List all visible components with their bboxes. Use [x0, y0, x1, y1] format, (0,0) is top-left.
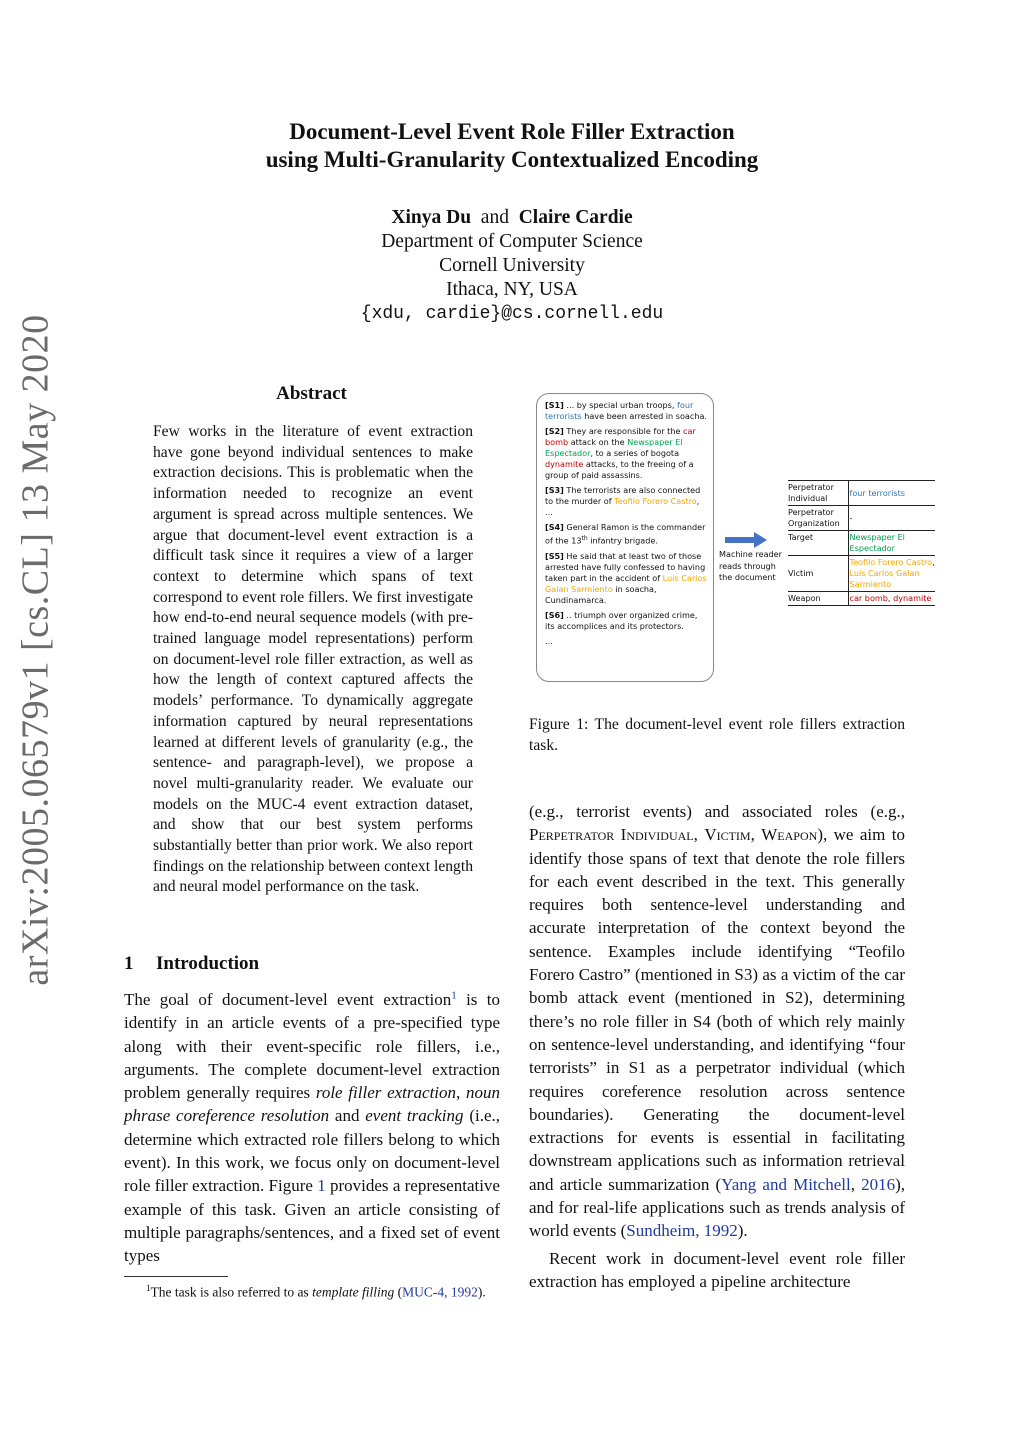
intro-text: is to identify in an article events of a pre-specified type along with their event-specific role fillers, i.e., arguments. The complete document-level extraction problem generally requires: [124, 990, 500, 1103]
document-sentence: [545, 610, 707, 632]
document-sentences: [545, 400, 707, 632]
role-filler: [848, 531, 935, 556]
sentence-text: infantry brigade.: [587, 535, 658, 546]
author-1: Xinya Du: [391, 207, 472, 228]
role-label: Target: [788, 531, 848, 556]
body-text: ), and for real-life applications such as trends analysis of world events (: [529, 1174, 906, 1241]
sentence-text: .. triumph over organized crime, its accomplices and its protectors.: [545, 609, 698, 631]
role-row: [788, 531, 935, 556]
figure-caption: Figure 1: The document-level event role fillers extraction task.: [529, 716, 905, 754]
intro-emphasis: event tracking: [365, 1106, 464, 1126]
highlighted-span: Luis Carlos Galan Sarmiento: [849, 568, 920, 589]
role-row: [788, 506, 935, 531]
role-filler: [848, 506, 935, 531]
arxiv-identifier: arXiv:2005.06579v1 [cs.CL] 13 May 2020: [15, 314, 58, 986]
document-sentence: [545, 426, 707, 481]
role-name: Victim: [704, 825, 751, 845]
highlighted-span: car bomb: [849, 593, 888, 603]
arrow-icon: [725, 531, 769, 549]
role-name: Perpetrator Individual: [529, 825, 694, 845]
role-label: Perpetrator Individual: [788, 481, 848, 506]
footnote-text: (: [394, 1284, 403, 1300]
section-heading-introduction: [124, 953, 259, 975]
document-sentence: [545, 551, 707, 606]
role-name: Weapon: [761, 825, 818, 845]
author-names: [0, 206, 1024, 230]
role-label: Weapon: [788, 592, 848, 606]
abstract-text: Few works in the literature of event extraction have gone beyond individual sentences to make extraction decisions. This is problematic when the information needed to recognize an event argument is spread across multiple sentences. We argue that document-level event extraction is a difficult task since it requires a view of a larger context to determine which spans of text correspond to event role fillers. We first investigate how end-to-end neural sequence models (with pre-trained language model representations) perform on document-level role filler extraction, as well as how the length of context captured affects the models’ performance. To dynamically aggregate information captured by neural representations learned at different levels of granularity (e.g., the sentence- and paragraph-level), we propose a novel multi-granularity reader. We evaluate our models on the MUC-4 event extraction dataset, and show that our best system performs substantially better than prior work. We also report findings on the relationship between context length and neural model performance on the task.: [153, 423, 473, 896]
sentence-id: [S2]: [545, 426, 564, 436]
section-number: 1: [124, 953, 134, 974]
role-row: [788, 481, 935, 506]
role-filler: [848, 481, 935, 506]
intro-emphasis: noun phrase coreference resolution: [124, 1083, 500, 1126]
university: Cornell University: [439, 255, 585, 276]
sentence-text: , ...: [545, 496, 700, 517]
footnote-text: ).: [477, 1284, 486, 1300]
role-label: Perpetrator Organization: [788, 506, 848, 531]
location: Ithaca, NY, USA: [446, 279, 578, 300]
intro-text: (i.e., determine which extracted role fillers belong to which event). In this work, we focus only on document-level role filler extraction. Figure: [124, 1106, 500, 1196]
sentence-text: attack on the: [568, 437, 628, 447]
intro-text: ,: [456, 1083, 466, 1103]
footnote-text: The task is also referred to as: [150, 1284, 313, 1300]
sentence-text: attacks, to the freeing of a group of paid assassins.: [545, 459, 694, 480]
sentence-text: th: [581, 535, 588, 542]
figure-document-box: [536, 393, 714, 682]
footnote-emphasis: template filling: [312, 1284, 395, 1300]
arxiv-stamp: [6, 240, 66, 1060]
highlighted-span: Teofilo Forero Castro: [614, 496, 697, 506]
sentence-text: ... by special urban troops,: [563, 400, 678, 410]
role-label: Victim: [788, 556, 848, 592]
body-text: ,: [750, 825, 762, 845]
footnote: [124, 1280, 500, 1301]
document-sentence: [545, 400, 707, 422]
machine-reader-label: Machine reader reads through the document: [719, 549, 782, 582]
title-line-2: using Multi-Granularity Contextualized Encoding: [265, 147, 759, 172]
citation-link[interactable]: Sundheim, 1992: [626, 1221, 738, 1241]
sentence-id: [S6]: [545, 609, 564, 620]
sentence-text: The terrorists are also connected to the murder of: [545, 485, 701, 506]
role-filler: [848, 556, 935, 592]
title-line-1: Document-Level Event Role Filler Extraction: [289, 119, 735, 144]
body-text: (e.g., terrorist events) and associated roles (e.g.,: [529, 802, 905, 821]
sentence-text: General Ramon is the commander of the 13: [545, 522, 706, 546]
email: {xdu, cardie}@cs.cornell.edu: [360, 304, 664, 324]
document-ellipsis: ...: [545, 635, 553, 646]
right-paragraph-2: Recent work in document-level event role filler extraction has employed a pipeline architecture: [529, 1248, 905, 1291]
author-conj: and: [480, 207, 509, 228]
role-filler-table: [788, 480, 935, 606]
sentence-id: [S1]: [545, 400, 564, 410]
abstract-heading: Abstract: [276, 383, 347, 404]
figure-ref-link[interactable]: 1: [317, 1176, 326, 1196]
sentence-id: [S5]: [545, 550, 564, 561]
sentence-text: ,: [887, 593, 894, 603]
sentence-text: , to a series of bogota: [590, 448, 680, 458]
highlighted-span: dynamite: [545, 459, 584, 469]
department: Department of Computer Science: [381, 231, 643, 252]
highlighted-span: dynamite: [893, 593, 932, 603]
role-row: [788, 592, 935, 606]
sentence-text: in soacha, Cundinamarca.: [545, 583, 657, 605]
sentence-id: [S3]: [545, 485, 564, 495]
body-text: ,: [693, 825, 705, 845]
role-row: [788, 556, 935, 592]
citation-link[interactable]: MUC-4, 1992: [402, 1284, 478, 1300]
sentence-text: They are responsible for the: [563, 426, 684, 436]
highlighted-span: four terrorists: [849, 487, 905, 498]
intro-text: The goal of document-level event extraction: [124, 990, 452, 1009]
paper-title: [0, 118, 1024, 174]
intro-text: provides a representative example of this task. Given an article consisting of multiple paragraphs/sentences, and a fixed set of event types: [124, 1176, 500, 1266]
footnote-ref[interactable]: 1: [451, 989, 457, 1002]
body-text: ).: [737, 1221, 748, 1241]
intro-emphasis: role filler extraction: [315, 1083, 457, 1103]
citation-link[interactable]: 2016: [861, 1174, 896, 1194]
right-column-text: [529, 800, 905, 1293]
highlighted-span: Teofilo Forero Castro: [849, 557, 933, 567]
highlighted-span: Luis Carlos Galan Sarmiento: [545, 572, 707, 594]
document-sentence: [545, 485, 707, 518]
right-paragraph-1: [529, 800, 905, 1243]
section-title: Introduction: [156, 953, 260, 974]
intro-text: and: [329, 1106, 366, 1126]
highlighted-span: car bomb: [545, 426, 696, 447]
highlighted-span: Newspaper El Espectador: [545, 437, 683, 458]
sentence-text: -: [849, 512, 853, 523]
body-text: ), we aim to identify those spans of text that denote the role fillers for each event described in the text. This generally requires both sentence-level understanding and accurate interpretation of the context beyond the sentence. Examples include identifying “Teofilo Forero Castro” (mentioned in S3) as a victim of the car bomb attack event (mentioned in S2), determining there’s no role filler in S4 (both of which rely mainly on sentence-level understanding, and identifying “four terrorists” in S1 as a perpetrator individual (which requires coreference resolution across sentence boundaries). Generating the document-level extractions for events is essential in facilitating downstream applications such as information retrieval and article summarization (: [529, 825, 906, 1194]
highlighted-span: Newspaper El Espectador: [849, 532, 905, 553]
footnote-rule: [124, 1276, 228, 1277]
sentence-text: He said that at least two of those arrested have fully confessed to having taken part in the accident of: [545, 550, 706, 583]
citation-link[interactable]: Yang and Mitchell: [721, 1174, 851, 1194]
role-filler: [848, 592, 935, 606]
body-text: ,: [850, 1174, 862, 1194]
sentence-text: ,: [932, 557, 935, 567]
author-block: [0, 206, 1024, 326]
document-sentence: [545, 522, 707, 547]
sentence-id: [S4]: [545, 522, 564, 532]
highlighted-span: four terrorists: [545, 400, 694, 421]
author-2: Claire Cardie: [518, 207, 633, 228]
intro-paragraph: [124, 988, 500, 1268]
footnote-mark: 1: [146, 1283, 151, 1293]
sentence-text: have been arrested in soacha.: [581, 411, 707, 421]
